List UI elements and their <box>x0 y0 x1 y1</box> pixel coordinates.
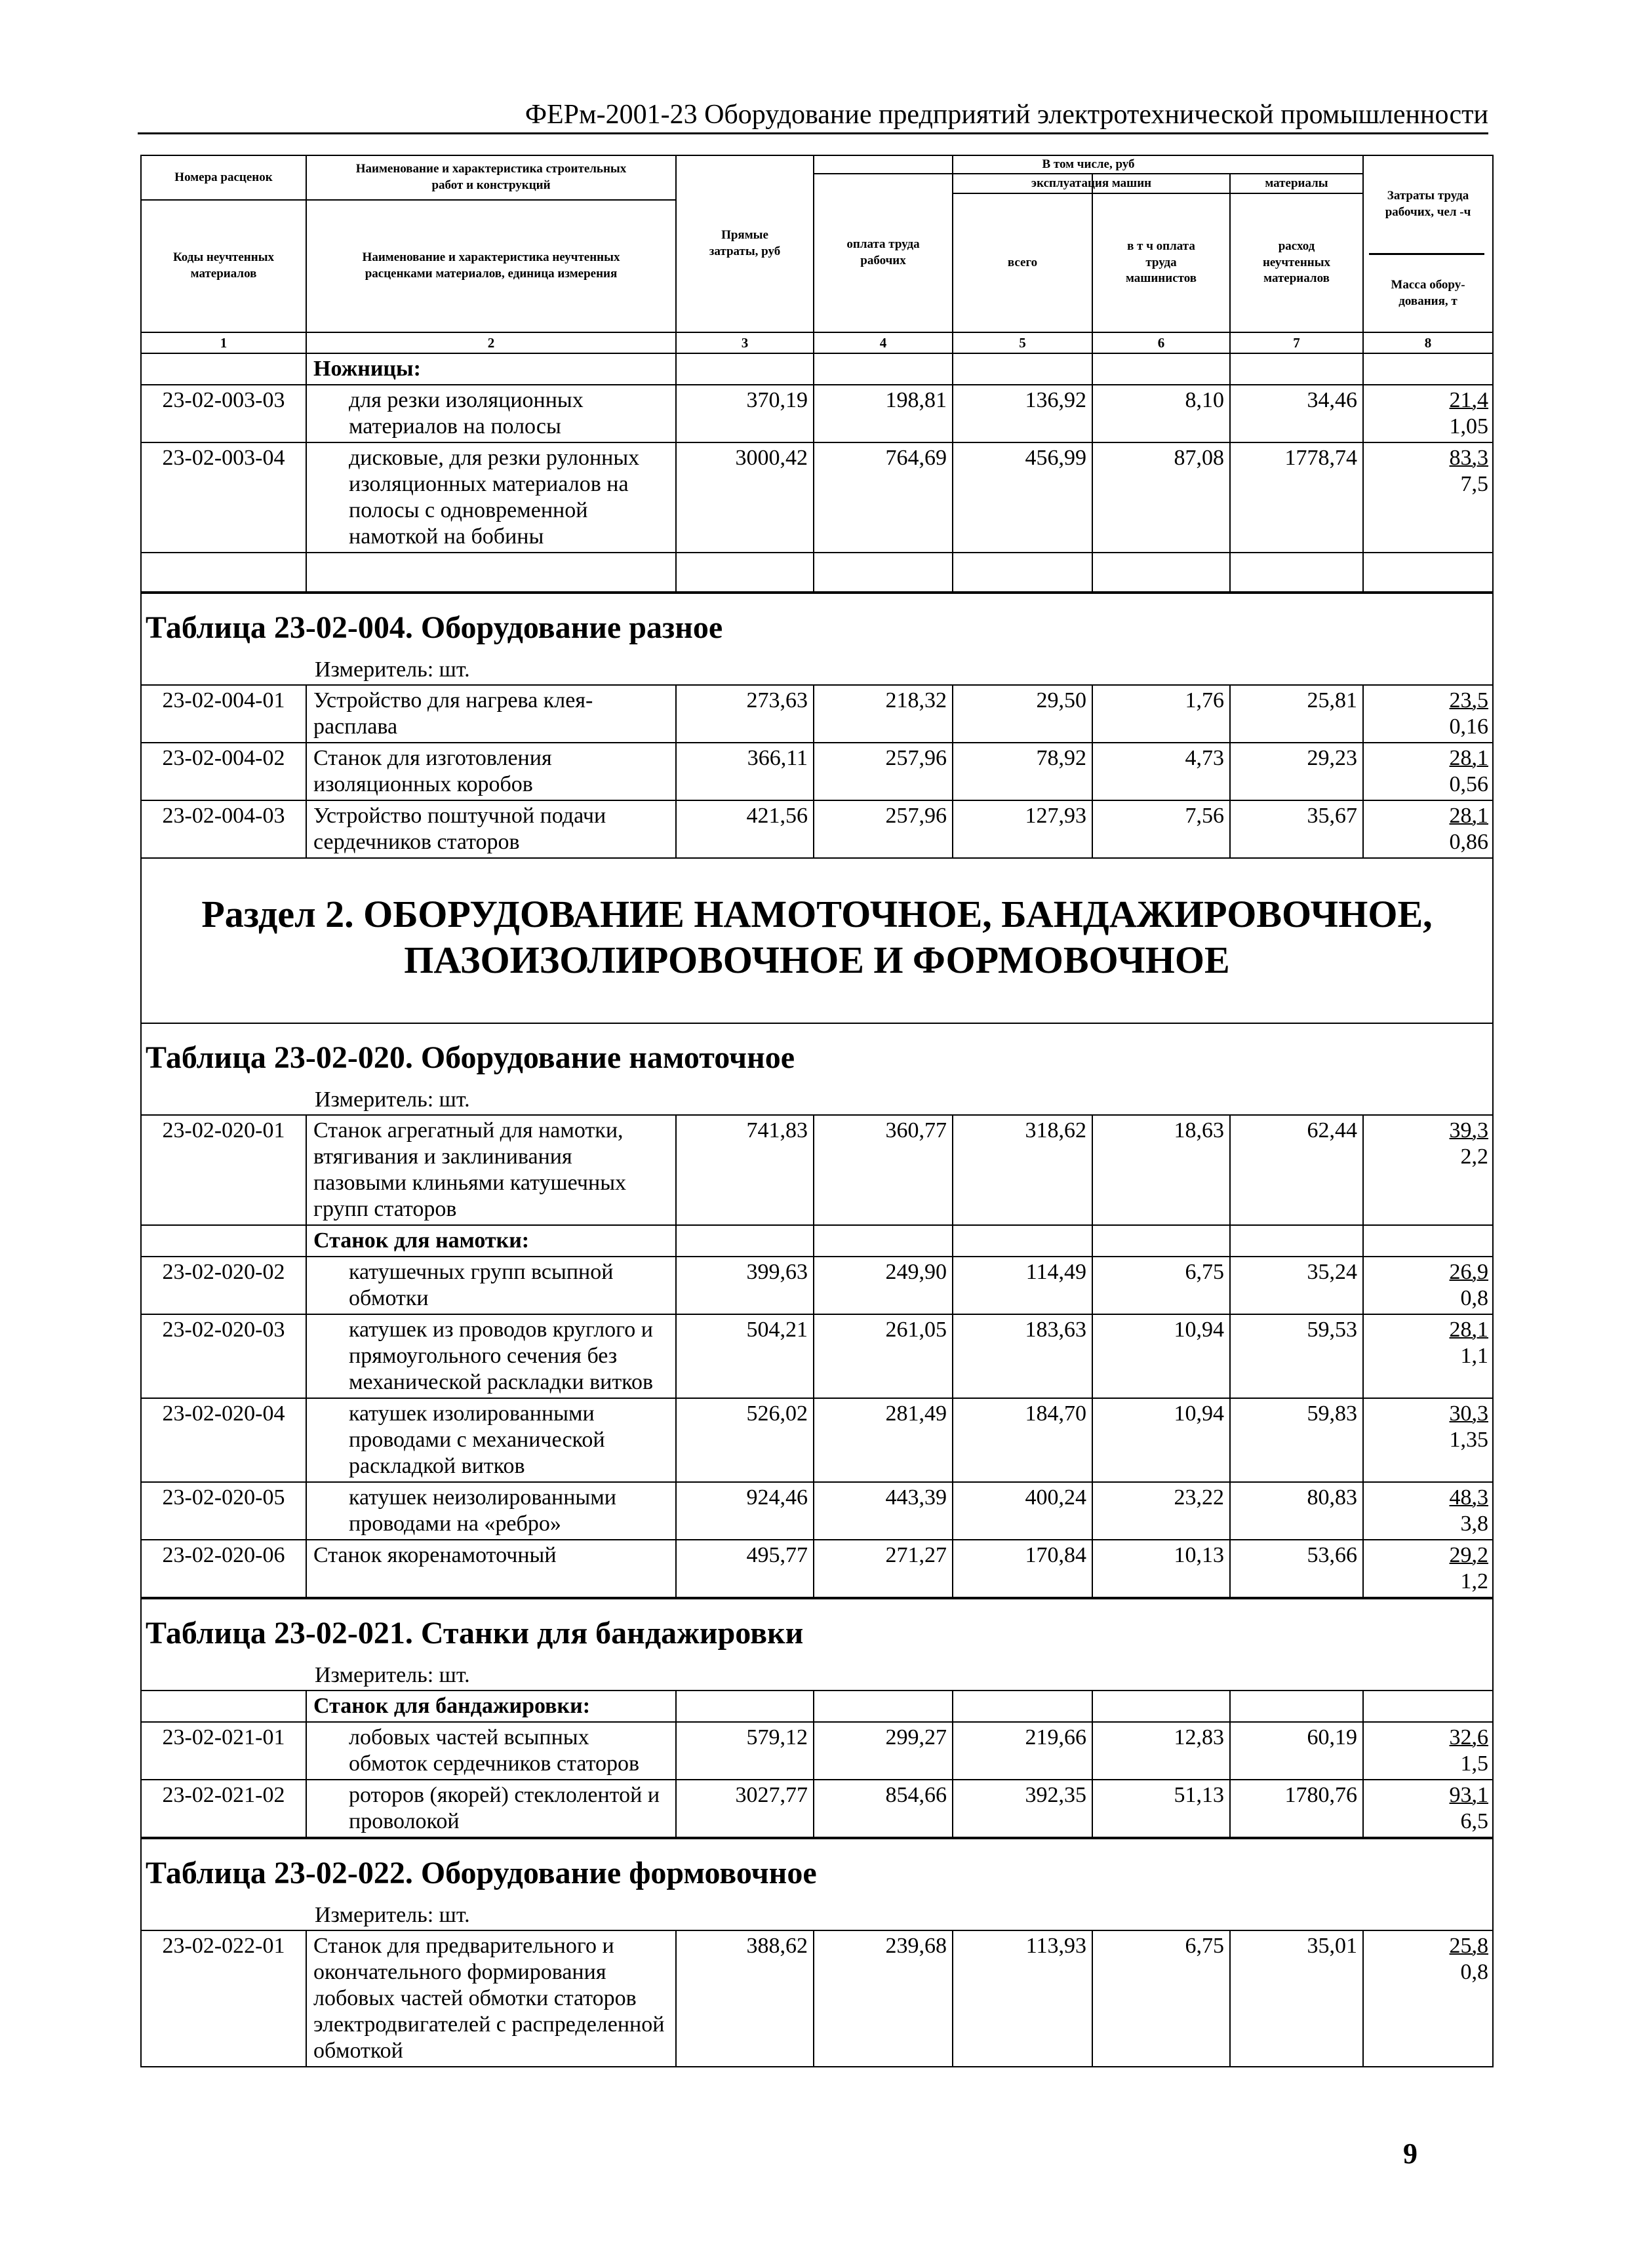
rate-code: 23-02-022-01 <box>162 1934 285 1958</box>
rate-code: 23-02-020-03 <box>142 1315 306 1399</box>
machinist-labor-cost: 6,75 <box>1092 1257 1229 1315</box>
machinist-labor-cost: 10,94 <box>1092 1399 1229 1483</box>
labor-hours: 28,1 <box>1449 1318 1488 1342</box>
work-name: Станок для предварительного и окончательного формирования лобовых частей обмотки статоров электродвигателей с распределенной обмоткой <box>306 1931 675 2066</box>
table-23-02-021 <box>142 1598 1492 1838</box>
labor-cost: 271,27 <box>813 1540 952 1598</box>
unit-label: Измеритель: шт. <box>315 1903 470 1927</box>
table-title: Таблица 23-02-020. Оборудование намоточное <box>142 1023 1492 1083</box>
direct-cost: 579,12 <box>675 1723 813 1780</box>
machine-cost: 183,63 <box>952 1315 1092 1399</box>
header-col7: расход неучтенных материалов <box>1262 239 1331 286</box>
direct-cost: 924,46 <box>675 1483 813 1540</box>
table-row <box>142 1780 1492 1838</box>
labor-hours: 29,2 <box>1449 1543 1488 1567</box>
section-title: Раздел 2. ОБОРУДОВАНИЕ НАМОТОЧНОЕ, БАНДАЖИРОВОЧНОЕ, ПАЗОИЗОЛИРОВОЧНОЕ И ФОРМОВОЧНОЕ <box>201 893 1433 981</box>
rate-code: 23-02-021-02 <box>142 1780 306 1838</box>
column-number: 4 <box>879 335 887 351</box>
materials-cost: 35,01 <box>1229 1931 1362 2066</box>
labor-cost: 198,81 <box>813 385 952 443</box>
labor-hours: 25,8 <box>1449 1934 1488 1958</box>
table-row <box>142 443 1492 553</box>
table-title: Таблица 23-02-004. Оборудование разное <box>142 593 1492 653</box>
machine-cost: 318,62 <box>952 1116 1092 1226</box>
machinist-labor-cost: 1,76 <box>1092 686 1229 743</box>
equipment-mass: 6,5 <box>1460 1809 1488 1833</box>
work-name: Устройство для нагрева клея-расплава <box>306 686 675 743</box>
labor-cost: 281,49 <box>813 1399 952 1483</box>
machine-cost: 127,93 <box>952 801 1092 859</box>
equipment-mass: 0,16 <box>1449 714 1488 739</box>
equipment-mass: 1,1 <box>1460 1344 1488 1368</box>
direct-cost: 399,63 <box>675 1257 813 1315</box>
group-title: Ножницы: <box>306 354 675 385</box>
rate-code: 23-02-003-03 <box>142 385 306 443</box>
machinist-labor-cost: 4,73 <box>1092 743 1229 801</box>
labor-hours: 39,3 <box>1449 1118 1488 1143</box>
materials-cost: 53,66 <box>1229 1540 1362 1598</box>
materials-cost: 35,24 <box>1229 1257 1362 1315</box>
labor-cost: 239,68 <box>813 1931 952 2066</box>
rate-code: 23-02-020-04 <box>142 1399 306 1483</box>
group-title: Станок для намотки: <box>306 1226 675 1257</box>
table-row <box>142 1399 1492 1483</box>
unit-label: Измеритель: шт. <box>315 657 470 682</box>
header-sub-machines: эксплуатация машин <box>1031 176 1152 190</box>
equipment-mass: 0,56 <box>1449 772 1488 796</box>
materials-cost: 60,19 <box>1229 1723 1362 1780</box>
materials-cost: 1778,74 <box>1229 443 1362 553</box>
labor-hours: 93,1 <box>1449 1783 1488 1807</box>
header-sub-materials: материалы <box>1265 176 1328 190</box>
column-number: 2 <box>487 335 495 351</box>
group-row <box>142 354 1492 385</box>
direct-cost: 370,19 <box>675 385 813 443</box>
column-number: 6 <box>1157 335 1165 351</box>
labor-hours: 83,3 <box>1449 446 1488 470</box>
table-row <box>142 385 1492 443</box>
rate-code: 23-02-004-02 <box>142 743 306 801</box>
unit-label: Измеритель: шт. <box>315 1663 470 1687</box>
rate-code: 23-02-004-01 <box>142 686 306 743</box>
table-23-02-020 <box>142 1023 1492 1598</box>
table-title: Таблица 23-02-021. Станки для бандажировки <box>142 1598 1492 1658</box>
equipment-mass: 2,2 <box>1460 1144 1488 1169</box>
labor-hours: 21,4 <box>1449 388 1488 412</box>
spacer-row <box>142 553 1492 593</box>
work-name: для резки изоляционных материалов на полосы <box>306 385 675 443</box>
rate-code: 23-02-020-02 <box>142 1257 306 1315</box>
direct-cost: 388,62 <box>675 1931 813 2066</box>
header-col3: Прямые затраты, руб <box>709 228 781 258</box>
materials-cost: 80,83 <box>1229 1483 1362 1540</box>
materials-cost: 62,44 <box>1229 1116 1362 1226</box>
work-name: дисковые, для резки рулонных изоляционных материалов на полосы с одновременной намоткой на бобины <box>306 443 675 553</box>
direct-cost: 495,77 <box>675 1540 813 1598</box>
direct-cost: 526,02 <box>675 1399 813 1483</box>
table-row <box>142 1723 1492 1780</box>
machine-cost: 219,66 <box>952 1723 1092 1780</box>
table-column-header <box>142 155 1492 332</box>
equipment-mass: 3,8 <box>1460 1512 1488 1536</box>
machinist-labor-cost: 10,94 <box>1092 1315 1229 1399</box>
column-number: 3 <box>741 335 749 351</box>
labor-hours: 30,3 <box>1449 1401 1488 1426</box>
group-row <box>142 1226 1492 1257</box>
table-row <box>142 1540 1492 1598</box>
machinist-labor-cost: 23,22 <box>1092 1483 1229 1540</box>
labor-hours: 48,3 <box>1449 1485 1488 1510</box>
machine-cost: 456,99 <box>952 443 1092 553</box>
table-row <box>142 1931 1492 2066</box>
labor-hours: 28,1 <box>1449 804 1488 828</box>
header-col5: всего <box>1007 255 1038 269</box>
rate-code: 23-02-020-06 <box>142 1540 306 1598</box>
labor-hours: 23,5 <box>1449 688 1488 713</box>
machinist-labor-cost: 51,13 <box>1092 1780 1229 1838</box>
column-number: 5 <box>1019 335 1026 351</box>
machine-cost: 184,70 <box>952 1399 1092 1483</box>
group-row <box>142 1691 1492 1723</box>
table-row <box>142 801 1492 859</box>
header-col6: в т ч оплата труда машинистов <box>1126 239 1197 286</box>
materials-cost: 59,83 <box>1229 1399 1362 1483</box>
work-name: Станок якоренамоточный <box>306 1540 675 1598</box>
equipment-mass: 7,5 <box>1460 472 1488 496</box>
direct-cost: 3027,77 <box>675 1780 813 1838</box>
machine-cost: 78,92 <box>952 743 1092 801</box>
work-name: лобовых частей всыпных обмоток сердечников статоров <box>306 1723 675 1780</box>
labor-cost: 443,39 <box>813 1483 952 1540</box>
group-title: Станок для бандажировки: <box>306 1691 675 1723</box>
machinist-labor-cost: 7,56 <box>1092 801 1229 859</box>
equipment-mass: 1,35 <box>1449 1428 1488 1452</box>
equipment-mass: 1,2 <box>1460 1569 1488 1593</box>
machinist-labor-cost: 6,75 <box>1092 1931 1229 2066</box>
machine-cost: 136,92 <box>952 385 1092 443</box>
table-23-02-022 <box>142 1838 1492 2066</box>
block-shears <box>142 354 1492 593</box>
column-number: 8 <box>1424 335 1432 351</box>
labor-cost: 854,66 <box>813 1780 952 1838</box>
equipment-mass: 1,05 <box>1449 414 1488 439</box>
direct-cost: 741,83 <box>675 1116 813 1226</box>
machinist-labor-cost: 8,10 <box>1092 385 1229 443</box>
labor-cost: 257,96 <box>813 801 952 859</box>
labor-cost: 360,77 <box>813 1116 952 1226</box>
machinist-labor-cost: 10,13 <box>1092 1540 1229 1598</box>
machinist-labor-cost: 18,63 <box>1092 1116 1229 1226</box>
labor-cost: 261,05 <box>813 1315 952 1399</box>
labor-cost: 218,32 <box>813 686 952 743</box>
direct-cost: 504,21 <box>675 1315 813 1399</box>
machinist-labor-cost: 87,08 <box>1092 443 1229 553</box>
rate-code: 23-02-004-03 <box>142 801 306 859</box>
rate-code: 23-02-003-04 <box>142 443 306 553</box>
materials-cost: 1780,76 <box>1229 1780 1362 1838</box>
materials-cost: 34,46 <box>1229 385 1362 443</box>
table-row <box>142 743 1492 801</box>
machine-cost: 170,84 <box>952 1540 1092 1598</box>
direct-cost: 366,11 <box>675 743 813 801</box>
header-col8-top: Затраты труда рабочих, чел -ч <box>1385 189 1471 219</box>
equipment-mass: 1,5 <box>1460 1751 1488 1776</box>
equipment-mass: 0,8 <box>1460 1286 1488 1310</box>
machine-cost: 29,50 <box>952 686 1092 743</box>
labor-cost: 299,27 <box>813 1723 952 1780</box>
materials-cost: 59,53 <box>1229 1315 1362 1399</box>
table-row <box>142 1315 1492 1399</box>
machinist-labor-cost: 12,83 <box>1092 1723 1229 1780</box>
work-name: Станок агрегатный для намотки, втягивания и заклинивания пазовыми клиньями катушечных групп статоров <box>306 1116 675 1226</box>
header-col1-bottom: Коды неучтенных материалов <box>172 250 275 281</box>
table-title: Таблица 23-02-022. Оборудование формовочное <box>142 1838 1492 1898</box>
unit-label: Измеритель: шт. <box>315 1087 470 1112</box>
machine-cost: 392,35 <box>952 1780 1092 1838</box>
header-col8-bottom: Масса обору- дования, т <box>1391 277 1465 308</box>
work-name: катушек из проводов круглого и прямоугольного сечения без механической раскладки витков <box>306 1315 675 1399</box>
labor-cost: 764,69 <box>813 443 952 553</box>
rate-code: 23-02-020-05 <box>142 1483 306 1540</box>
work-name: катушек неизолированными проводами на «ребро» <box>306 1483 675 1540</box>
table-row <box>142 686 1492 743</box>
document-page <box>140 155 1494 2067</box>
header-col2-top: Наименование и характеристика строительных работ и конструкций <box>355 162 627 192</box>
labor-hours: 26,9 <box>1449 1260 1488 1284</box>
table-23-02-004 <box>142 593 1492 859</box>
running-header: ФЕРм-2001-23 Оборудование предприятий электротехнической промышленности <box>138 97 1488 134</box>
table-row <box>142 1257 1492 1315</box>
work-name: роторов (якорей) стеклолентой и проволокой <box>306 1780 675 1838</box>
materials-cost: 29,23 <box>1229 743 1362 801</box>
rate-code: 23-02-020-01 <box>142 1116 306 1226</box>
direct-cost: 3000,42 <box>675 443 813 553</box>
page-number: 9 <box>1403 2138 1418 2170</box>
equipment-mass: 0,8 <box>1460 1960 1488 1984</box>
table-row <box>142 1483 1492 1540</box>
work-name: Устройство поштучной подачи сердечников статоров <box>306 801 675 859</box>
work-name: Станок для изготовления изоляционных коробов <box>306 743 675 801</box>
labor-cost: 249,90 <box>813 1257 952 1315</box>
header-col2-bottom: Наименование и характеристика неучтенных расценками материалов, единица измерения <box>362 250 620 281</box>
labor-hours: 32,6 <box>1449 1725 1488 1750</box>
direct-cost: 421,56 <box>675 801 813 859</box>
header-group-incl: В том числе, руб <box>1042 157 1135 171</box>
rate-code: 23-02-021-01 <box>142 1723 306 1780</box>
machine-cost: 113,93 <box>952 1931 1092 2066</box>
column-number-row <box>142 332 1492 354</box>
machine-cost: 114,49 <box>952 1257 1092 1315</box>
equipment-mass: 0,86 <box>1449 830 1488 854</box>
direct-cost: 273,63 <box>675 686 813 743</box>
column-number: 1 <box>220 335 228 351</box>
materials-cost: 25,81 <box>1229 686 1362 743</box>
labor-cost: 257,96 <box>813 743 952 801</box>
labor-hours: 28,1 <box>1449 746 1488 770</box>
work-name: катушек изолированными проводами с механической раскладкой витков <box>306 1399 675 1483</box>
work-name: катушечных групп всыпной обмотки <box>306 1257 675 1315</box>
materials-cost: 35,67 <box>1229 801 1362 859</box>
column-number: 7 <box>1293 335 1300 351</box>
header-col4: оплата труда рабочих <box>846 237 920 267</box>
machine-cost: 400,24 <box>952 1483 1092 1540</box>
table-row <box>142 1116 1492 1226</box>
header-col1-top: Номера расценок <box>174 170 273 184</box>
